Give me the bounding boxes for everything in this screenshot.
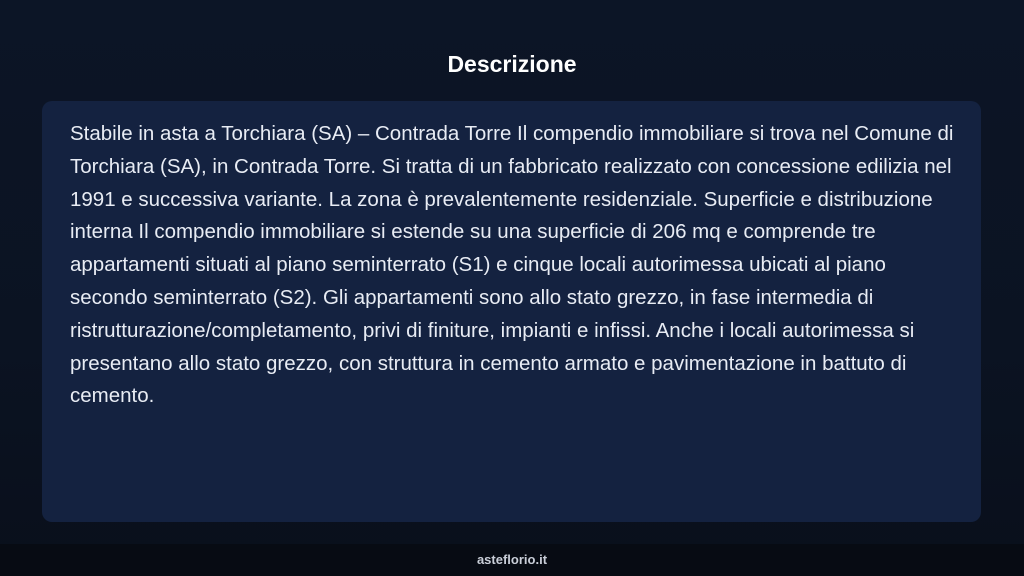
page-title: Descrizione (447, 51, 577, 77)
description-card (42, 101, 981, 522)
footer-brand: asteflorio.it (476, 552, 548, 567)
description-text: Stabile in asta a Torchiara (SA) – Contrada Torre Il compendio immobiliare si trova nel Comune di Torchiara (SA), in Contrada Torre. Si tratta di un fabbricato realizzato con concessione edilizia nel 1991 e successiva variante. La zona è prevalentemente residenziale. Superficie e distribuzione interna Il compendio immobiliare si estende su una superficie di 206 mq e comprende tre appartamenti situati al piano seminterrato (S1) e cinque locali autorimessa ubicati al piano secondo seminterrato (S2). Gli appartamenti sono allo stato grezzo, in fase intermedia di ristrutturazione/completamento, privi di finiture, impianti e infissi. Anche i locali autorimessa si presentano allo stato grezzo, con struttura in cemento armato e pavimentazione in battuto di cemento. (70, 122, 954, 408)
